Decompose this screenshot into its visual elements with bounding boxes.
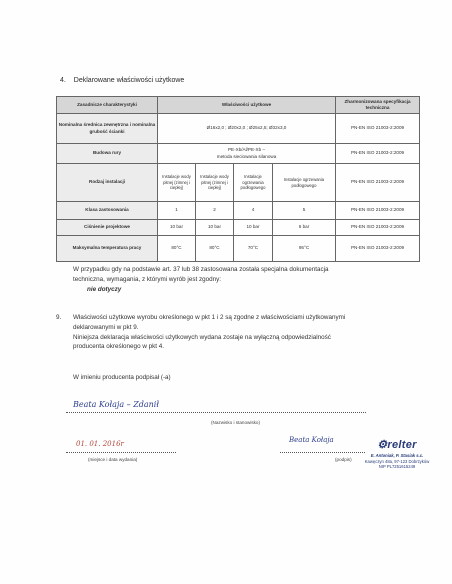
place-date-caption: (miejsce i data wydania) — [88, 457, 138, 462]
sub-cell: 4 — [234, 202, 273, 220]
section-4-title: Deklarowane właściwości użytkowe — [73, 77, 185, 84]
sub-cell: 2 — [196, 202, 234, 220]
row-label: Klasa zastosowania — [57, 202, 158, 220]
table-header-row — [57, 97, 420, 114]
paragraph-line: W przypadku gdy na podstawie art. 37 lub 38 zastosowana została specjalna dokumentacja — [73, 266, 329, 273]
row-value: Ø16x2,0 ; Ø20x2,0 ; Ø25x2,5; Ø32x3,0 — [158, 114, 336, 144]
row-value-line: metoda sieciowania silanowa — [216, 153, 277, 159]
row-label: Budowa rury — [57, 144, 158, 164]
row-label: Ciśnienie projektowe — [57, 220, 158, 236]
signature-intro: W imieniu producenta podpisał (-a) — [73, 374, 171, 381]
section-4-heading — [60, 77, 184, 84]
stamp-line: Kawęczyn 48a, 97-123 Dobrzyków — [364, 458, 430, 464]
section-4-number: 4. — [60, 77, 66, 84]
sub-cell: 10 bar — [196, 220, 234, 236]
sub-cell: Instalacje ogrzewania podłogowego — [273, 164, 336, 202]
sub-cell: Instalacje ogrzewania podłogowego — [234, 164, 273, 202]
sub-cell: Instalacje wody pitnej (zimnej i ciepłej) — [196, 164, 234, 202]
date-line — [66, 452, 176, 453]
signature-caption: (podpis) — [335, 457, 352, 462]
stamp-line: E. Antoniak, P. Stasiak s.c. — [370, 452, 424, 458]
sub-cell: 10 bar — [158, 220, 196, 236]
stamp-logo-icon: ⚙ — [377, 439, 388, 451]
header-spec: Zharmonizowana specyfikacja techniczna — [336, 97, 420, 114]
sub-cell: 70°C — [234, 236, 273, 262]
sub-cell: 10 bar — [234, 220, 273, 236]
properties-table — [56, 96, 420, 262]
signature-line — [280, 452, 365, 453]
stamp-line: NIP PL7251615249 — [378, 464, 416, 470]
row-spec: PN-EN ISO 21003-2:2009 — [336, 220, 420, 236]
handwritten-signature: Beata Kołaja — [289, 436, 334, 444]
table-row — [57, 202, 420, 220]
paragraph-line: Niniejsza deklaracja właściwości użytkowych wydana zostaje na wyłączną odpowiedzialność — [73, 333, 331, 341]
paragraph-line: deklarowanymi w pkt 9. — [73, 323, 139, 331]
sub-cell: 5 — [273, 202, 336, 220]
header-characteristics: Zasadnicze charakterystyki — [57, 97, 158, 114]
row-value — [158, 144, 336, 164]
row-label: Nominalna średnica zewnętrzna i nominalna grubość ścianki — [57, 114, 158, 144]
stamp-brand: relter — [387, 439, 417, 451]
name-caption: (Nazwisko i stanowisko) — [211, 420, 261, 425]
company-stamp — [362, 438, 432, 470]
header-properties: Właściwości użytkowe — [158, 97, 336, 114]
sub-cell: Instalacje wody pitnej (zimnej i ciepłej) — [158, 164, 196, 202]
sub-cell: 6 bar — [273, 220, 336, 236]
stamp-logo — [362, 438, 432, 453]
paragraph-line: Właściwości użytkowe wyrobu określonego w pkt 1 i 2 są zgodne z właściwościami użytkowanymi — [73, 314, 346, 321]
sub-cell: 95°C — [273, 236, 336, 262]
section-9-text — [73, 313, 428, 352]
paragraph-line: techniczna, wymagania, z którymi wyrób jest zgodny: — [73, 275, 222, 283]
paragraph-line: producenta określonego w pkt 4. — [73, 343, 165, 351]
section-9-number: 9. — [56, 314, 62, 321]
table-row — [57, 220, 420, 236]
row-value-line: PE-Xb/Al/PE-Xb – — [227, 147, 266, 153]
sub-cell: 80°C — [158, 236, 196, 262]
not-applicable-text: nie dotyczy — [87, 285, 122, 293]
table-row — [57, 164, 420, 202]
sub-cell: 80°C — [196, 236, 234, 262]
row-spec: PN-EN ISO 21003-2:2009 — [336, 114, 420, 144]
row-spec: PN-EN ISO 21003-2:2009 — [336, 236, 420, 262]
handwritten-name: Beata Kołaja – Zdanił — [73, 400, 159, 409]
row-label: Rodzaj instalacji — [57, 164, 158, 202]
table-row — [57, 144, 420, 164]
name-line — [66, 412, 366, 413]
row-spec: PN-EN ISO 21003-2:2009 — [336, 144, 420, 164]
row-spec: PN-EN ISO 21003-2:2009 — [336, 164, 420, 202]
table-row — [57, 236, 420, 262]
table-row — [57, 114, 420, 144]
row-spec: PN-EN ISO 21003-2:2009 — [336, 202, 420, 220]
sub-cell: 1 — [158, 202, 196, 220]
documentation-paragraph — [73, 265, 423, 294]
handwritten-date: 01. 01. 2016r — [76, 440, 124, 448]
row-label: Maksymalna temperatura pracy — [57, 236, 158, 262]
